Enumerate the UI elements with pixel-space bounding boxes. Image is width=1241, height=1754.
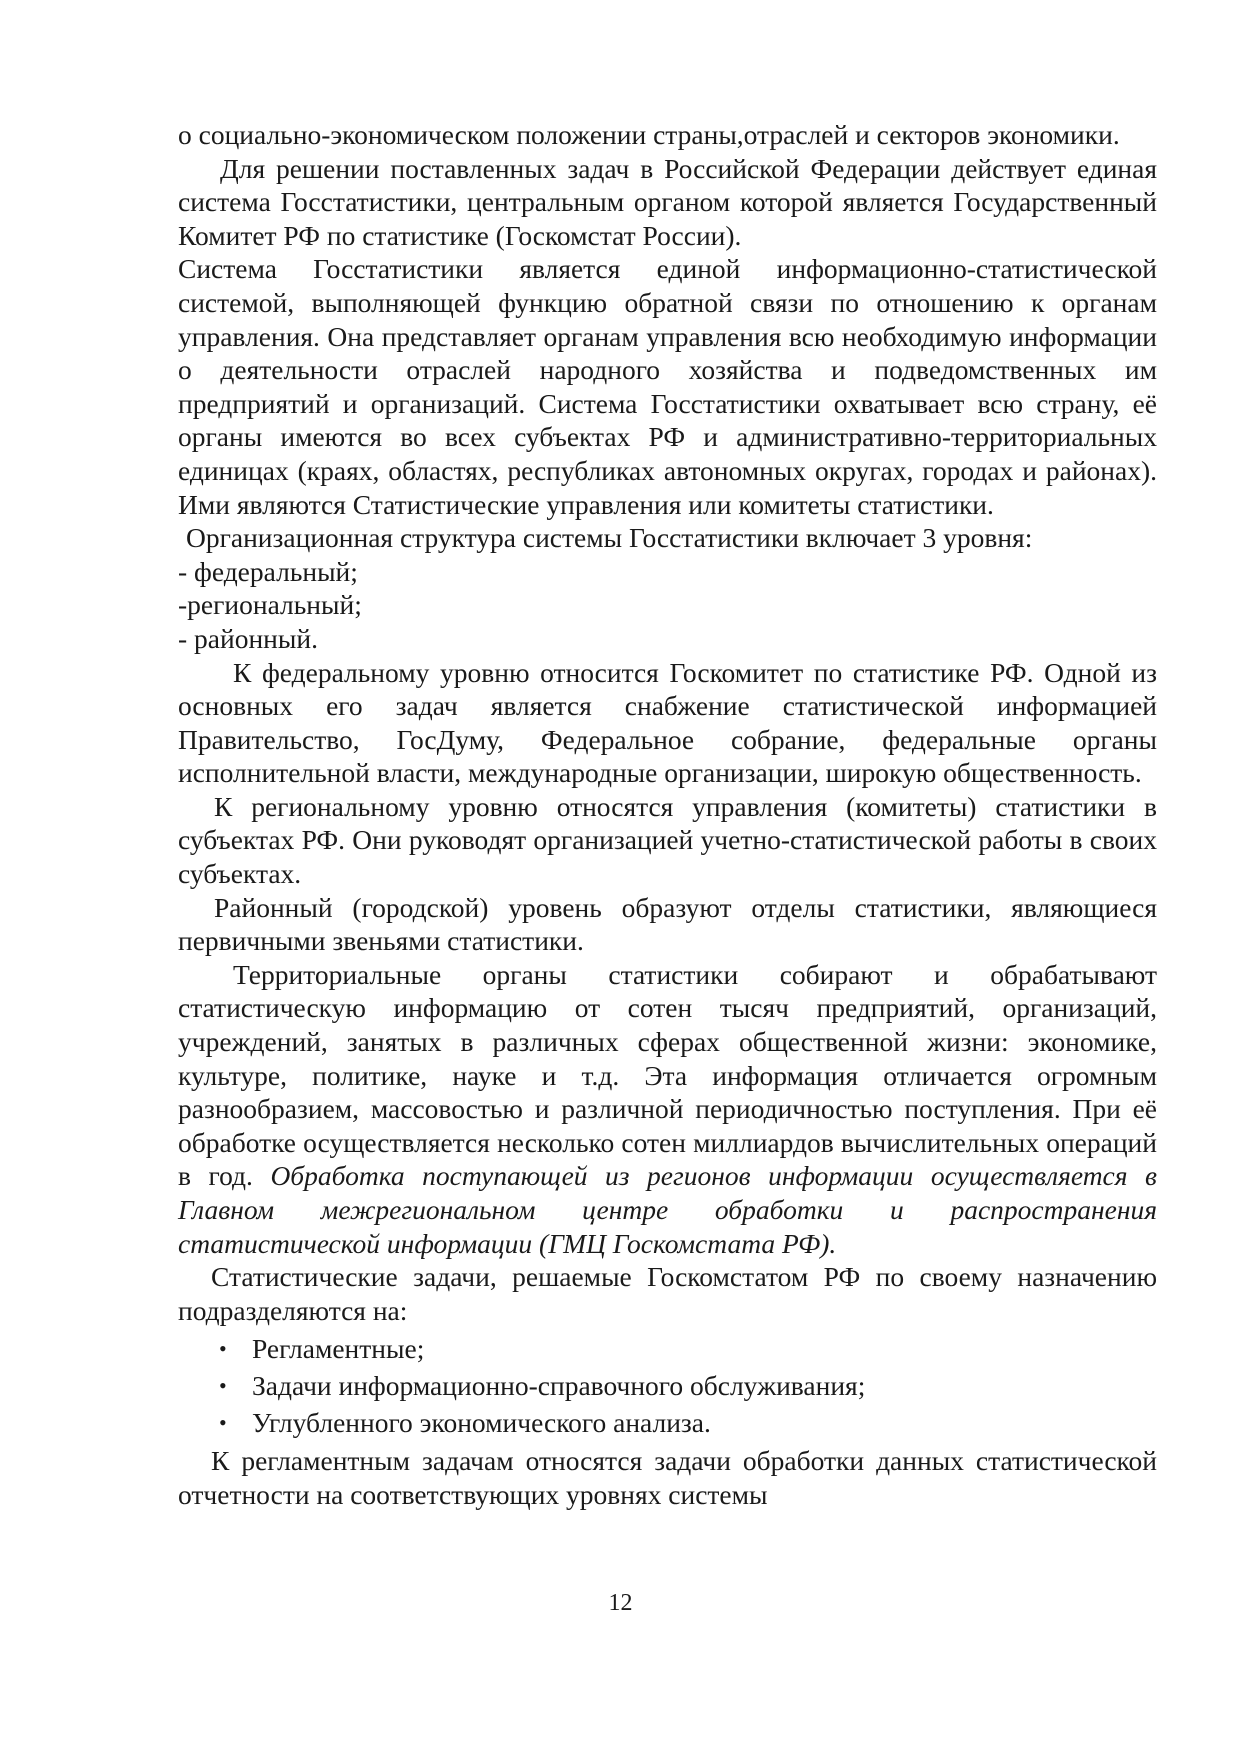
paragraph-system-description: Система Госстатистики является единой информационно-статистической системой, выполняющей функцию обратной связи по отношению к органам управления. Она представляет органам управления всю необходимую информации о деятельности отраслей народного хозяйства и подведомственных им предприятий и организаций. Система Госстатистики охватывает всю страну, её органы имеются во всех субъектах РФ и административно-территориальных единицах (краях, областях, республиках автономных округах, городах и районах). Ими являются Статистические управления или комитеты статистики.	[178, 253, 1157, 520]
page-number: 12	[608, 1590, 633, 1616]
paragraph-federal-level: К федеральному уровню относится Госкомитет по статистике РФ. Одной из основных его задач является снабжение статистической информацией Правительство, ГосДуму, Федеральное собрание, федеральные органы исполнительной власти, международные организации, широкую общественность.	[178, 656, 1157, 789]
level-item: -региональный;	[178, 589, 362, 621]
paragraph-territorial-organs	[178, 958, 1157, 1260]
paragraph-continuation: о социально-экономическом положении страны,отраслей и секторов экономики.	[178, 119, 1120, 150]
paragraph-district-level: Районный (городской) уровень образуют отделы статистики, являющиеся первичными звеньями статистики.	[178, 891, 1157, 957]
task-list	[178, 1330, 1157, 1441]
paragraph-system-intro: Для решении поставленных задач в Российской Федерации действует единая система Госстатистики, центральным органом которой является Государственный Комитет РФ по статистике (Госкомстат России).	[178, 152, 1157, 251]
paragraph-regional-level: К региональному уровню относятся управления (комитеты) статистики в субъектах РФ. Они руководят организацией учетно-статистической работы в своих субъектах.	[178, 790, 1157, 890]
bullet-icon: •	[219, 1336, 227, 1362]
paragraph-task-types: Статистические задачи, решаемые Госкомстатом РФ по своему назначению подразделяются на:	[178, 1261, 1157, 1326]
list-item-text: Регламентные;	[252, 1333, 425, 1365]
level-item: - районный.	[178, 622, 318, 654]
list-item	[178, 1330, 1157, 1367]
list-item-text: Задачи информационно-справочного обслуживания;	[252, 1370, 866, 1402]
bullet-icon: •	[219, 1410, 227, 1436]
paragraph-regulation-tasks: К регламентным задачам относятся задачи обработки данных статистической отчетности на соответствующих уровнях системы	[178, 1445, 1157, 1510]
list-item	[178, 1404, 1157, 1441]
processing-center-text: Обработка поступающей из регионов информации осуществляется в Главном межрегиональном центре обработки и распространения статистической информации (ГМЦ Госкомстата РФ).	[178, 1160, 1157, 1259]
bullet-icon: •	[219, 1373, 227, 1399]
territorial-text: Территориальные органы статистики собирают и обрабатывают статистическую информацию от сотен тысяч предприятий, организаций, учреждений, занятых в различных сферах общественной жизни: экономике, культуре, политике, науке и т.д. Эта информация отличается огромным разнообразием, массовостью и различной периодичностью поступления. При её обработке осуществляется несколько сотен миллиардов вычислительных операций в год.	[178, 958, 1157, 1192]
list-item-text: Углубленного экономического анализа.	[252, 1407, 711, 1439]
list-item	[178, 1367, 1157, 1404]
level-item: - федеральный;	[178, 555, 358, 587]
body-text	[178, 118, 1157, 1512]
paragraph-structure: Организационная структура системы Госстатистики включает 3 уровня:	[186, 522, 1033, 554]
